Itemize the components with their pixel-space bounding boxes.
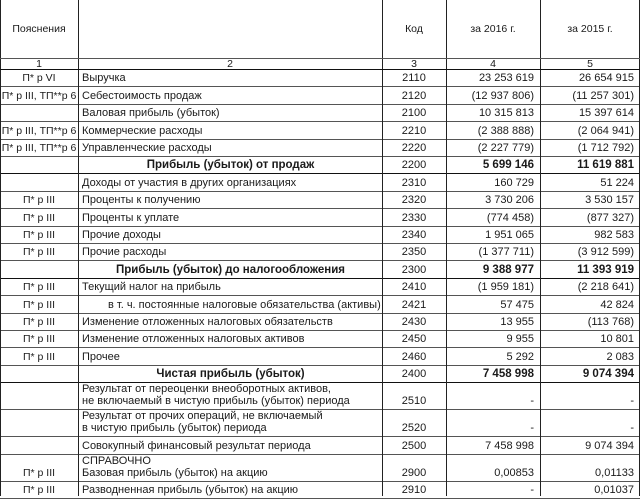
row-value-2016: 160 729 bbox=[494, 176, 534, 189]
row-description: Управленческие расходы bbox=[82, 141, 212, 154]
row-value-2015: 9 074 394 bbox=[585, 439, 634, 452]
row-note: П* р III bbox=[22, 246, 56, 259]
row-value-2015: (1 712 792) bbox=[577, 141, 634, 154]
row-note: П* р III bbox=[22, 333, 56, 346]
row-description: Себестоимость продаж bbox=[82, 89, 202, 102]
row-note: П* р III, ТП**р 6 bbox=[1, 89, 77, 102]
row-note: П* р III bbox=[22, 466, 56, 479]
row-value-2016: (2 388 888) bbox=[477, 124, 534, 137]
row-value-2016: 7 458 998 bbox=[482, 368, 534, 381]
row-code: 2200 bbox=[401, 159, 427, 172]
row-value-2015: (11 257 301) bbox=[572, 89, 634, 102]
row-note: П* р III, ТП**р 6 bbox=[1, 141, 77, 154]
row-description: Изменение отложенных налоговых обязательств bbox=[82, 315, 333, 328]
row-note: П* р III bbox=[22, 281, 56, 294]
header-notes: Пояснения bbox=[12, 23, 66, 35]
row-value-2016: 9 955 bbox=[506, 333, 534, 346]
row-value-2015: 51 224 bbox=[600, 176, 634, 189]
row-description: Прочие расходы bbox=[82, 246, 167, 259]
row-note: П* р III bbox=[22, 350, 56, 363]
row-code: 2350 bbox=[401, 246, 427, 259]
row-value-2015: 10 801 bbox=[600, 333, 634, 346]
row-value-2016: 5 292 bbox=[506, 350, 534, 363]
header-year-2015: за 2015 г. bbox=[567, 23, 613, 35]
row-note: П* р III bbox=[22, 194, 56, 207]
row-note bbox=[0, 104, 78, 121]
row-value-2016: 0,00853 bbox=[494, 466, 534, 479]
row-value-2016: 57 475 bbox=[500, 298, 534, 311]
row-description: Доходы от участия в других организациях bbox=[82, 176, 297, 189]
row-description: Чистая прибыль (убыток) bbox=[156, 368, 305, 381]
row-description: Разводненная прибыль (убыток) на акцию bbox=[82, 483, 299, 496]
row-description: СПРАВОЧНО Базовая прибыль (убыток) на акцию bbox=[82, 454, 268, 479]
row-value-2015: 3 530 157 bbox=[585, 194, 634, 207]
row-note bbox=[0, 436, 78, 453]
row-code: 2110 bbox=[402, 72, 426, 85]
row-value-2016: - bbox=[530, 395, 534, 408]
row-value-2015: 15 397 614 bbox=[578, 107, 634, 120]
row-code: 2220 bbox=[401, 141, 427, 154]
subheader-col-1: 1 bbox=[36, 57, 42, 70]
subheader-col-5: 5 bbox=[587, 57, 593, 70]
row-note bbox=[0, 156, 78, 173]
row-value-2016: (774 458) bbox=[486, 211, 534, 224]
grid-line bbox=[0, 0, 1, 496]
row-value-2015: (877 327) bbox=[586, 211, 634, 224]
row-note: П* р VI bbox=[22, 72, 56, 85]
row-note: П* р III bbox=[22, 211, 56, 224]
row-value-2016: 10 315 813 bbox=[478, 107, 534, 120]
row-value-2015: 11 393 919 bbox=[577, 263, 634, 276]
row-note: П* р III bbox=[22, 298, 56, 311]
row-value-2015: 26 654 915 bbox=[578, 72, 634, 85]
row-description: Совокупный финансовый результат периода bbox=[82, 439, 311, 452]
row-description: Прочее bbox=[82, 350, 120, 363]
row-value-2016: 13 955 bbox=[500, 315, 534, 328]
row-value-2016: - bbox=[530, 422, 534, 435]
row-value-2015: 2 083 bbox=[606, 350, 634, 363]
subheader-col-3: 3 bbox=[411, 57, 417, 70]
grid-line bbox=[639, 0, 640, 496]
grid-line bbox=[78, 0, 79, 496]
subheader-col-2: 2 bbox=[227, 57, 233, 70]
subheader-col-4: 4 bbox=[490, 57, 496, 70]
row-value-2016: 9 388 977 bbox=[482, 263, 534, 276]
row-code: 2500 bbox=[401, 439, 427, 452]
row-note: П* р III bbox=[22, 228, 56, 241]
header-year-2016: за 2016 г. bbox=[470, 23, 516, 35]
row-note: П* р III bbox=[22, 483, 56, 496]
row-note bbox=[0, 365, 78, 382]
row-code: 2520 bbox=[401, 422, 427, 435]
row-value-2016: 1 951 065 bbox=[485, 228, 534, 241]
row-description: Валовая прибыль (убыток) bbox=[82, 107, 220, 120]
row-description: Прибыль (убыток) от продаж bbox=[146, 159, 315, 172]
row-description: Выручка bbox=[82, 72, 126, 85]
row-value-2016: (1 959 181) bbox=[477, 281, 534, 294]
row-code: 2210 bbox=[401, 124, 427, 137]
row-note bbox=[0, 173, 78, 190]
row-note bbox=[0, 382, 78, 409]
row-code: 2320 bbox=[401, 194, 427, 207]
row-value-2015: 11 619 881 bbox=[577, 159, 634, 172]
row-code: 2430 bbox=[401, 315, 427, 328]
row-code: 2421 bbox=[401, 298, 427, 311]
row-code: 2460 bbox=[401, 350, 427, 363]
row-code: 2410 bbox=[401, 281, 427, 294]
row-description: Коммерческие расходы bbox=[82, 124, 203, 137]
row-code: 2100 bbox=[401, 107, 427, 120]
row-value-2015: (113 768) bbox=[587, 315, 634, 328]
row-value-2015: 982 583 bbox=[594, 228, 634, 241]
grid-line bbox=[382, 0, 383, 496]
row-value-2015: (2 218 641) bbox=[577, 281, 634, 294]
row-description: Проценты к получению bbox=[82, 194, 201, 207]
row-value-2015: 42 824 bbox=[600, 298, 634, 311]
grid-line bbox=[446, 0, 447, 496]
row-code: 2400 bbox=[401, 368, 427, 381]
row-value-2015: (2 064 941) bbox=[577, 124, 634, 137]
row-value-2016: - bbox=[530, 483, 534, 496]
row-value-2015: 0,01133 bbox=[595, 466, 634, 479]
row-value-2015: 0,01037 bbox=[594, 483, 634, 496]
row-description: Прибыль (убыток) до налогообложения bbox=[116, 263, 345, 276]
row-description: Результат от переоценки внеоборотных активов, не включаемый в чистую прибыль (убыток) периода bbox=[82, 383, 350, 408]
row-code: 2910 bbox=[401, 483, 427, 496]
row-value-2016: (1 377 711) bbox=[478, 246, 534, 259]
row-description: Прочие доходы bbox=[82, 228, 161, 241]
row-note bbox=[0, 409, 78, 436]
row-code: 2300 bbox=[401, 263, 427, 276]
row-note: П* р III bbox=[22, 315, 56, 328]
row-value-2016: 5 699 146 bbox=[482, 159, 534, 172]
row-description: Изменение отложенных налоговых активов bbox=[82, 333, 305, 346]
row-code: 2310 bbox=[401, 176, 427, 189]
row-value-2015: - bbox=[630, 422, 634, 435]
row-code: 2340 bbox=[401, 228, 427, 241]
row-value-2016: 7 458 998 bbox=[485, 439, 534, 452]
row-code: 2510 bbox=[401, 395, 427, 408]
row-description: Результат от прочих операций, не включаемый в чистую прибыль (убыток) периода bbox=[82, 410, 323, 435]
row-value-2015: - bbox=[630, 395, 634, 408]
grid-line bbox=[0, 69, 640, 70]
row-value-2016: (2 227 779) bbox=[477, 141, 534, 154]
row-description: Текущий налог на прибыль bbox=[82, 281, 221, 294]
row-code: 2450 bbox=[401, 333, 427, 346]
header-code: Код bbox=[405, 23, 423, 35]
row-value-2016: 3 730 206 bbox=[485, 194, 534, 207]
grid-line bbox=[0, 58, 640, 59]
row-value-2015: (3 912 599) bbox=[577, 246, 634, 259]
row-note bbox=[0, 260, 78, 277]
row-value-2016: 23 253 619 bbox=[478, 72, 534, 85]
row-value-2015: 9 074 394 bbox=[582, 368, 634, 381]
row-value-2016: (12 937 806) bbox=[471, 89, 534, 102]
row-code: 2330 bbox=[401, 211, 427, 224]
row-code: 2120 bbox=[401, 89, 427, 102]
header-description bbox=[78, 0, 382, 58]
row-note: П* р III, ТП**р 6 bbox=[1, 124, 77, 137]
row-description: в т. ч. постоянные налоговые обязательства (активы) bbox=[108, 298, 381, 311]
grid-line bbox=[540, 0, 541, 496]
row-code: 2900 bbox=[401, 466, 427, 479]
row-description: Проценты к уплате bbox=[82, 211, 180, 224]
